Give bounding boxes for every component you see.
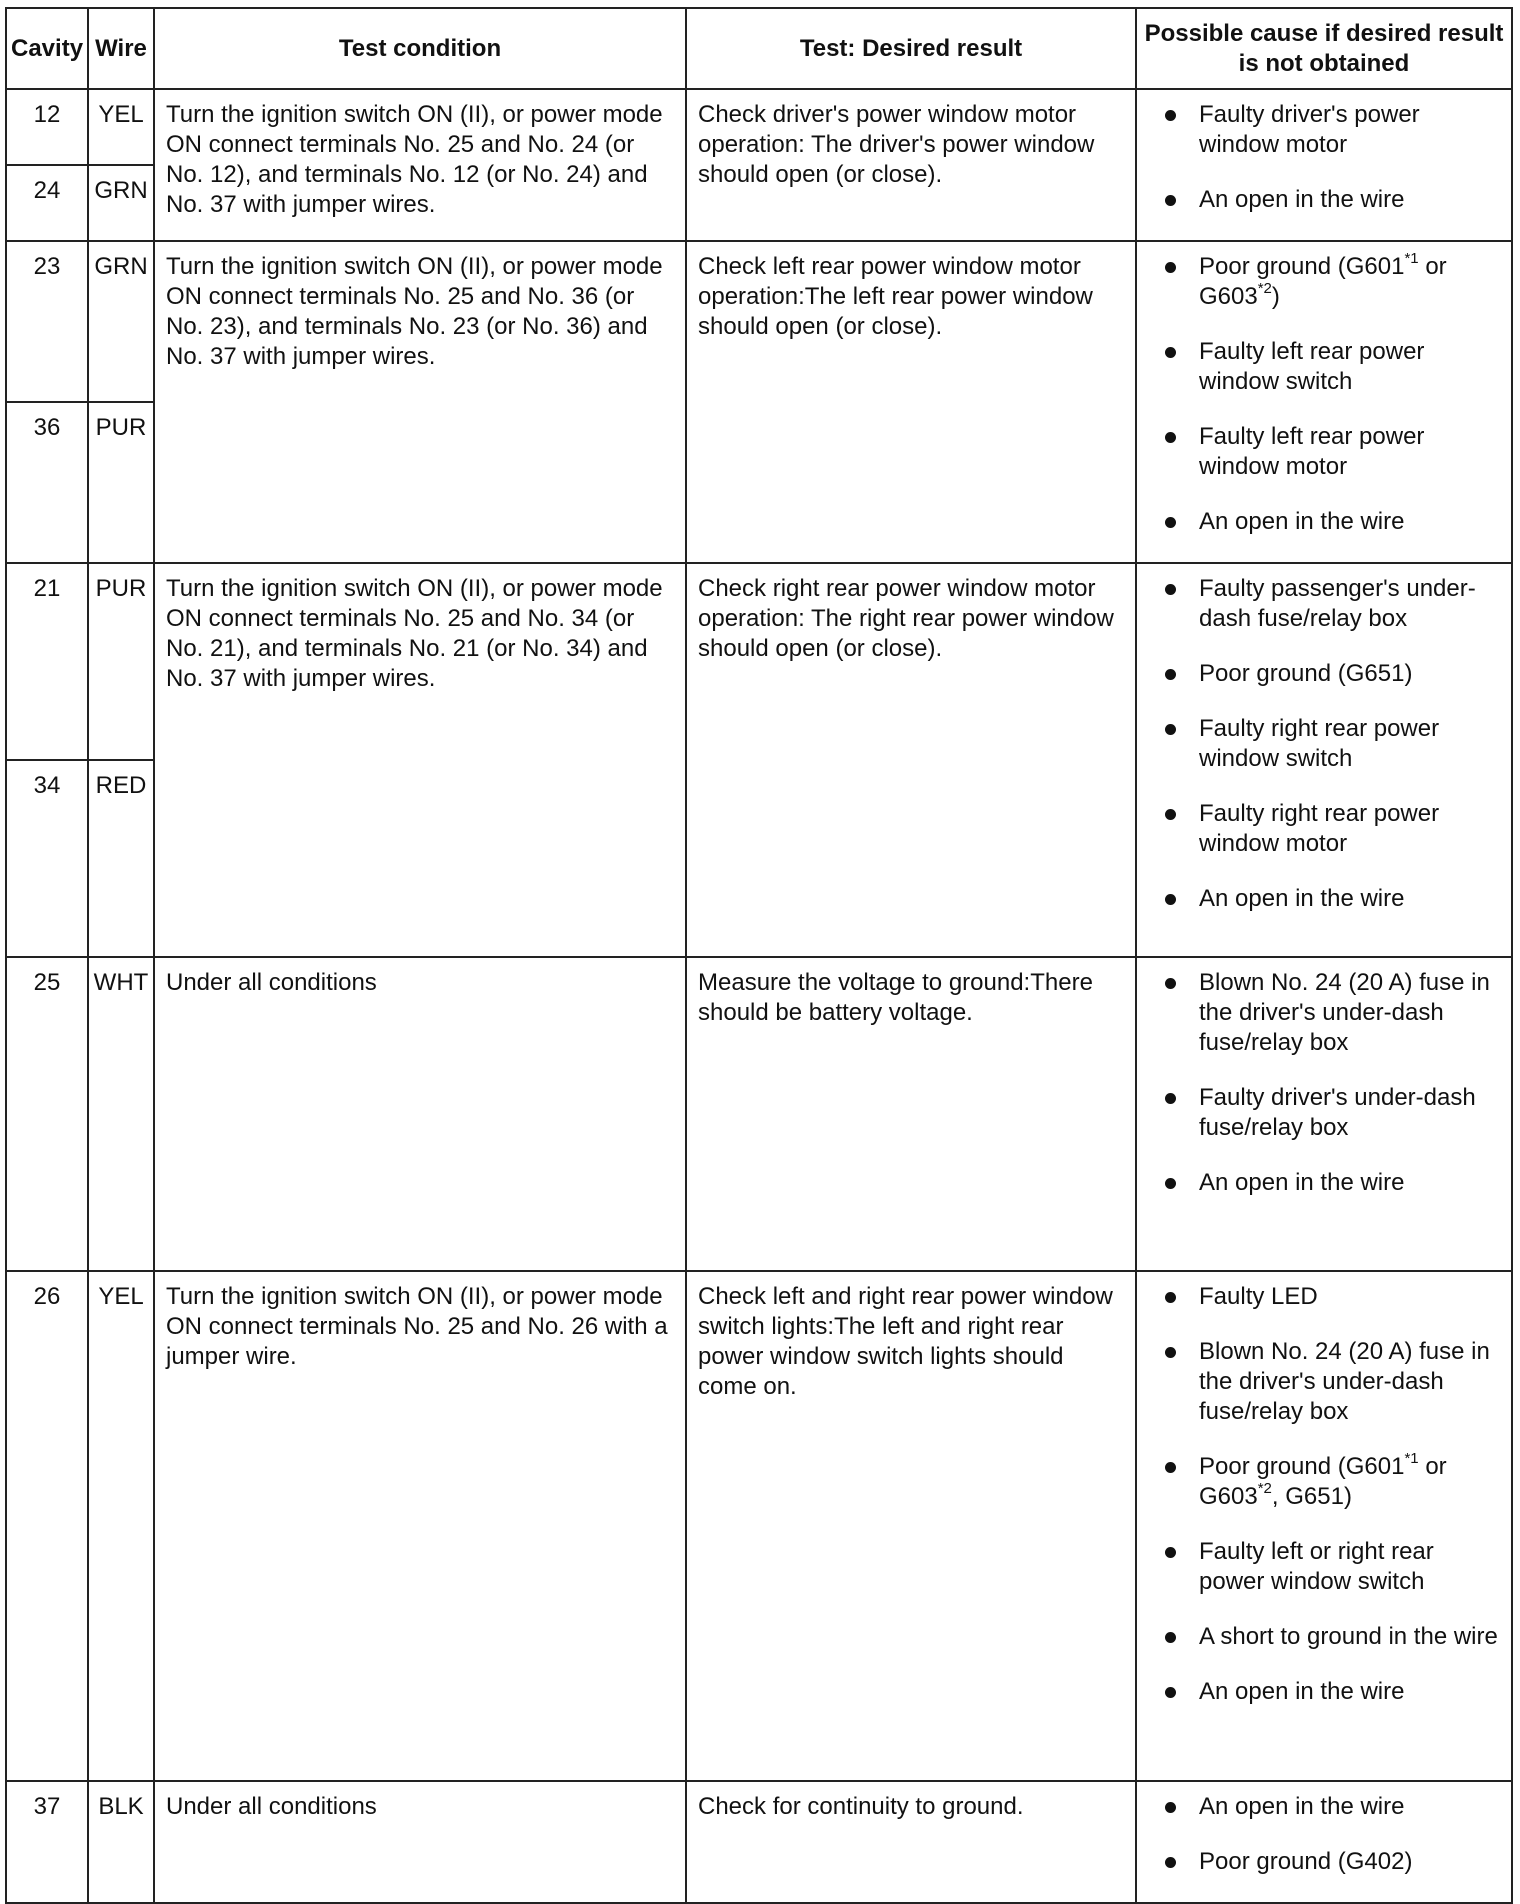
cause-item: Blown No. 24 (20 A) fuse in the driver's under-dash fuse/relay box <box>1165 1337 1501 1427</box>
wire-cell: PUR <box>88 402 154 563</box>
connector-test-table <box>5 7 1513 1904</box>
footnote-mark: *2 <box>1257 280 1272 297</box>
test-condition-cell: Turn the ignition switch ON (II), or power mode ON connect terminals No. 25 and No. 34 (or No. 21), and terminals No. 21 (or No. 34) and No. 37 with jumper wires. <box>154 563 686 957</box>
possible-cause-cell <box>1136 563 1512 957</box>
cause-item: Faulty left rear power window switch <box>1165 337 1501 397</box>
bullet-icon <box>1165 1632 1176 1643</box>
cavity-cell: 25 <box>6 957 88 1271</box>
wire-cell: YEL <box>88 89 154 165</box>
test-condition-cell: Turn the ignition switch ON (II), or power mode ON connect terminals No. 25 and No. 26 with a jumper wire. <box>154 1271 686 1781</box>
cause-item: Faulty right rear power window switch <box>1165 714 1501 774</box>
desired-result-cell: Check driver's power window motor operation: The driver's power window should open (or close). <box>686 89 1136 241</box>
table-row <box>6 89 1512 165</box>
table-row <box>6 1271 1512 1781</box>
cause-list <box>1137 564 1511 914</box>
test-condition-cell: Turn the ignition switch ON (II), or power mode ON connect terminals No. 25 and No. 24 (or No. 12), and terminals No. 12 (or No. 24) and No. 37 with jumper wires. <box>154 89 686 241</box>
cavity-cell: 12 <box>6 89 88 165</box>
desired-result-cell: Check left and right rear power window switch lights:The left and right rear power window switch lights should come on. <box>686 1271 1136 1781</box>
wire-cell: RED <box>88 760 154 957</box>
table-row <box>6 1781 1512 1903</box>
cause-item: Poor ground (G601$^{*1}$ or G603$^{*2}$, G651) <box>1165 1452 1501 1512</box>
wire-cell: PUR <box>88 563 154 760</box>
cause-item: Faulty right rear power window motor <box>1165 799 1501 859</box>
desired-result-cell: Measure the voltage to ground:There should be battery voltage. <box>686 957 1136 1271</box>
bullet-icon <box>1165 1292 1176 1303</box>
wire-cell: BLK <box>88 1781 154 1903</box>
desired-result-cell: Check right rear power window motor operation: The right rear power window should open (or close). <box>686 563 1136 957</box>
cause-item: Faulty left rear power window motor <box>1165 422 1501 482</box>
header-possible-cause: Possible cause if desired result is not obtained <box>1136 8 1512 89</box>
cause-item: Poor ground (G402) <box>1165 1847 1501 1877</box>
cause-list <box>1137 1782 1511 1877</box>
bullet-icon <box>1165 1857 1176 1868</box>
possible-cause-cell <box>1136 957 1512 1271</box>
bullet-icon <box>1165 724 1176 735</box>
bullet-icon <box>1165 262 1176 273</box>
bullet-icon <box>1165 1547 1176 1558</box>
cause-list <box>1137 90 1511 215</box>
cause-item: A short to ground in the wire <box>1165 1622 1501 1652</box>
cavity-cell: 23 <box>6 241 88 402</box>
cause-item: Faulty left or right rear power window switch <box>1165 1537 1501 1597</box>
cause-item: Blown No. 24 (20 A) fuse in the driver's under-dash fuse/relay box <box>1165 968 1501 1058</box>
bullet-icon <box>1165 517 1176 528</box>
header-test-condition: Test condition <box>154 8 686 89</box>
table-row <box>6 957 1512 1271</box>
bullet-icon <box>1165 1178 1176 1189</box>
desired-result-cell: Check for continuity to ground. <box>686 1781 1136 1903</box>
wire-cell: WHT <box>88 957 154 1271</box>
header-row <box>6 8 1512 89</box>
possible-cause-cell <box>1136 241 1512 563</box>
test-condition-cell: Turn the ignition switch ON (II), or power mode ON connect terminals No. 25 and No. 36 (or No. 23), and terminals No. 23 (or No. 36) and No. 37 with jumper wires. <box>154 241 686 563</box>
cause-item: An open in the wire <box>1165 884 1501 914</box>
cause-item: An open in the wire <box>1165 1792 1501 1822</box>
possible-cause-cell <box>1136 1271 1512 1781</box>
header-cavity: Cavity <box>6 8 88 89</box>
table-row <box>6 241 1512 402</box>
bullet-icon <box>1165 584 1176 595</box>
bullet-icon <box>1165 1462 1176 1473</box>
cause-item: Faulty LED <box>1165 1282 1501 1312</box>
cause-list <box>1137 958 1511 1198</box>
cause-item: Poor ground (G651) <box>1165 659 1501 689</box>
header-wire: Wire <box>88 8 154 89</box>
footnote-mark: *2 <box>1257 1480 1272 1497</box>
test-condition-cell: Under all conditions <box>154 1781 686 1903</box>
bullet-icon <box>1165 110 1176 121</box>
bullet-icon <box>1165 1802 1176 1813</box>
footnote-mark: *1 <box>1404 250 1419 267</box>
cause-item: An open in the wire <box>1165 507 1501 537</box>
bullet-icon <box>1165 669 1176 680</box>
cavity-cell: 36 <box>6 402 88 563</box>
cavity-cell: 37 <box>6 1781 88 1903</box>
table-row <box>6 563 1512 760</box>
bullet-icon <box>1165 347 1176 358</box>
bullet-icon <box>1165 1093 1176 1104</box>
bullet-icon <box>1165 978 1176 989</box>
possible-cause-cell <box>1136 1781 1512 1903</box>
header-desired-result: Test: Desired result <box>686 8 1136 89</box>
bullet-icon <box>1165 432 1176 443</box>
wire-cell: YEL <box>88 1271 154 1781</box>
bullet-icon <box>1165 809 1176 820</box>
cause-item: Poor ground (G601$^{*1}$ or G603$^{*2}$) <box>1165 252 1501 312</box>
cause-item: Faulty driver's under-dash fuse/relay box <box>1165 1083 1501 1143</box>
cause-item: An open in the wire <box>1165 1168 1501 1198</box>
cause-list <box>1137 242 1511 537</box>
test-condition-cell: Under all conditions <box>154 957 686 1271</box>
cavity-cell: 26 <box>6 1271 88 1781</box>
bullet-icon <box>1165 1687 1176 1698</box>
cavity-cell: 24 <box>6 165 88 241</box>
cause-item: Faulty driver's power window motor <box>1165 100 1501 160</box>
cause-item: An open in the wire <box>1165 1677 1501 1707</box>
bullet-icon <box>1165 195 1176 206</box>
cavity-cell: 34 <box>6 760 88 957</box>
possible-cause-cell <box>1136 89 1512 241</box>
bullet-icon <box>1165 894 1176 905</box>
desired-result-cell: Check left rear power window motor operation:The left rear power window should open (or close). <box>686 241 1136 563</box>
wire-cell: GRN <box>88 165 154 241</box>
bullet-icon <box>1165 1347 1176 1358</box>
cause-item: Faulty passenger's under-dash fuse/relay box <box>1165 574 1501 634</box>
cause-item: An open in the wire <box>1165 185 1501 215</box>
footnote-mark: *1 <box>1404 1450 1419 1467</box>
cavity-cell: 21 <box>6 563 88 760</box>
wire-cell: GRN <box>88 241 154 402</box>
cause-list <box>1137 1272 1511 1707</box>
